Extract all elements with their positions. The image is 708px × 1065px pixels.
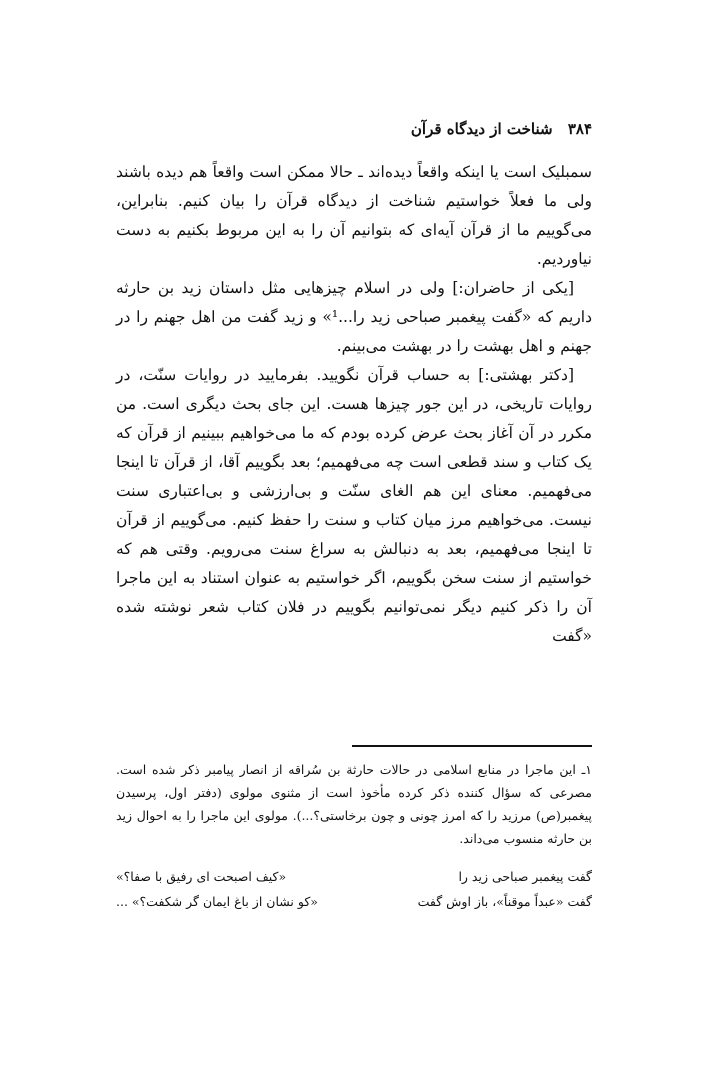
verse-line (116, 864, 592, 889)
footnote-text: ۱ـ این ماجرا در منابع اسلامی در حالات حارثة بن سُراقه از انصار پیامبر ذکر شده است. مصرعی که سؤال کننده ذکر کرده مأخوذ است از مثنوی مولوی (دفتر اول، پرسیدن پیغمبر(ص) مرزید را که امرز چونی و چون برخاستی؟...). مولوی این ماجرا را به احوال زید بن حارثه منسوب می‌داند. (116, 762, 592, 846)
verse-hemistich-first: گفت «عبداً موقناً»، باز اوش گفت (417, 894, 592, 909)
body-paragraph: سمبلیک است یا اینکه واقعاً دیده‌اند ـ حالا ممکن است واقعاً هم دیده باشند ولی ما فعلاً خواستیم شناخت از دیدگاه قرآن را بیان کنیم. بنابراین، می‌گوییم ما از قرآن آیه‌ای که بتوانیم آن را به این مربوط بکنیم به دست نیاوردیم. (116, 163, 592, 268)
body-paragraph: [دکتر بهشتی:] به حساب قرآن نگویید. بفرمایید در روایات سنّت، در روایات تاریخی، در این جور چیزها هست. این جای بحث دیگری است. من مکرر در آن آغاز بحث عرض کرده بودم که ما می‌خواهیم ببینیم از قرآن که یک کتاب و سند قطعی است چه می‌فهمیم؛ بعد بگوییم آقا، از قرآن تا اینجا می‌فهمیم. معنای این هم الغای سنّت و بی‌ارزشی و بی‌اعتباری سنت نیست. می‌خواهیم مرز میان کتاب و سنت را حفظ کنیم. می‌گوییم از قرآن تا اینجا می‌فهمیم، بعد به دنبالش به سراغ سنت می‌رویم. وقتی هم که خواستیم از سنت سخن بگوییم، اگر خواستیم به عنوان استناد به این ماجرا آن را ذکر کنیم دیگر نمی‌توانیم بگوییم در فلان کتاب شعر نوشته شده «گفت (116, 366, 592, 645)
footnotes (116, 758, 592, 850)
page-header (116, 120, 592, 144)
verse-hemistich-second: «کیف اصبحت ای رفیق با صفا؟» (116, 869, 287, 884)
body-paragraph: [یکی از حاضران:] ولی در اسلام چیزهایی مثل داستان زید بن حارثه داریم که «گفت پیغمبر صباحی زید را...¹» و زید گفت من اهل جهنم را در جهنم و اهل بهشت را در بهشت می‌بینم. (116, 279, 592, 355)
footnote-divider (352, 745, 592, 747)
poem-verses (116, 864, 592, 914)
page-number: ۳۸۴ (567, 120, 592, 138)
verse-hemistich-second: «کو نشان از باغ ایمان گر شکفت؟» ... (116, 894, 318, 909)
verse-hemistich-first: گفت پیغمبر صباحی زید را (458, 869, 592, 884)
verse-line (116, 889, 592, 914)
main-text (116, 158, 592, 651)
running-title: شناخت از دیدگاه قرآن (410, 120, 553, 138)
